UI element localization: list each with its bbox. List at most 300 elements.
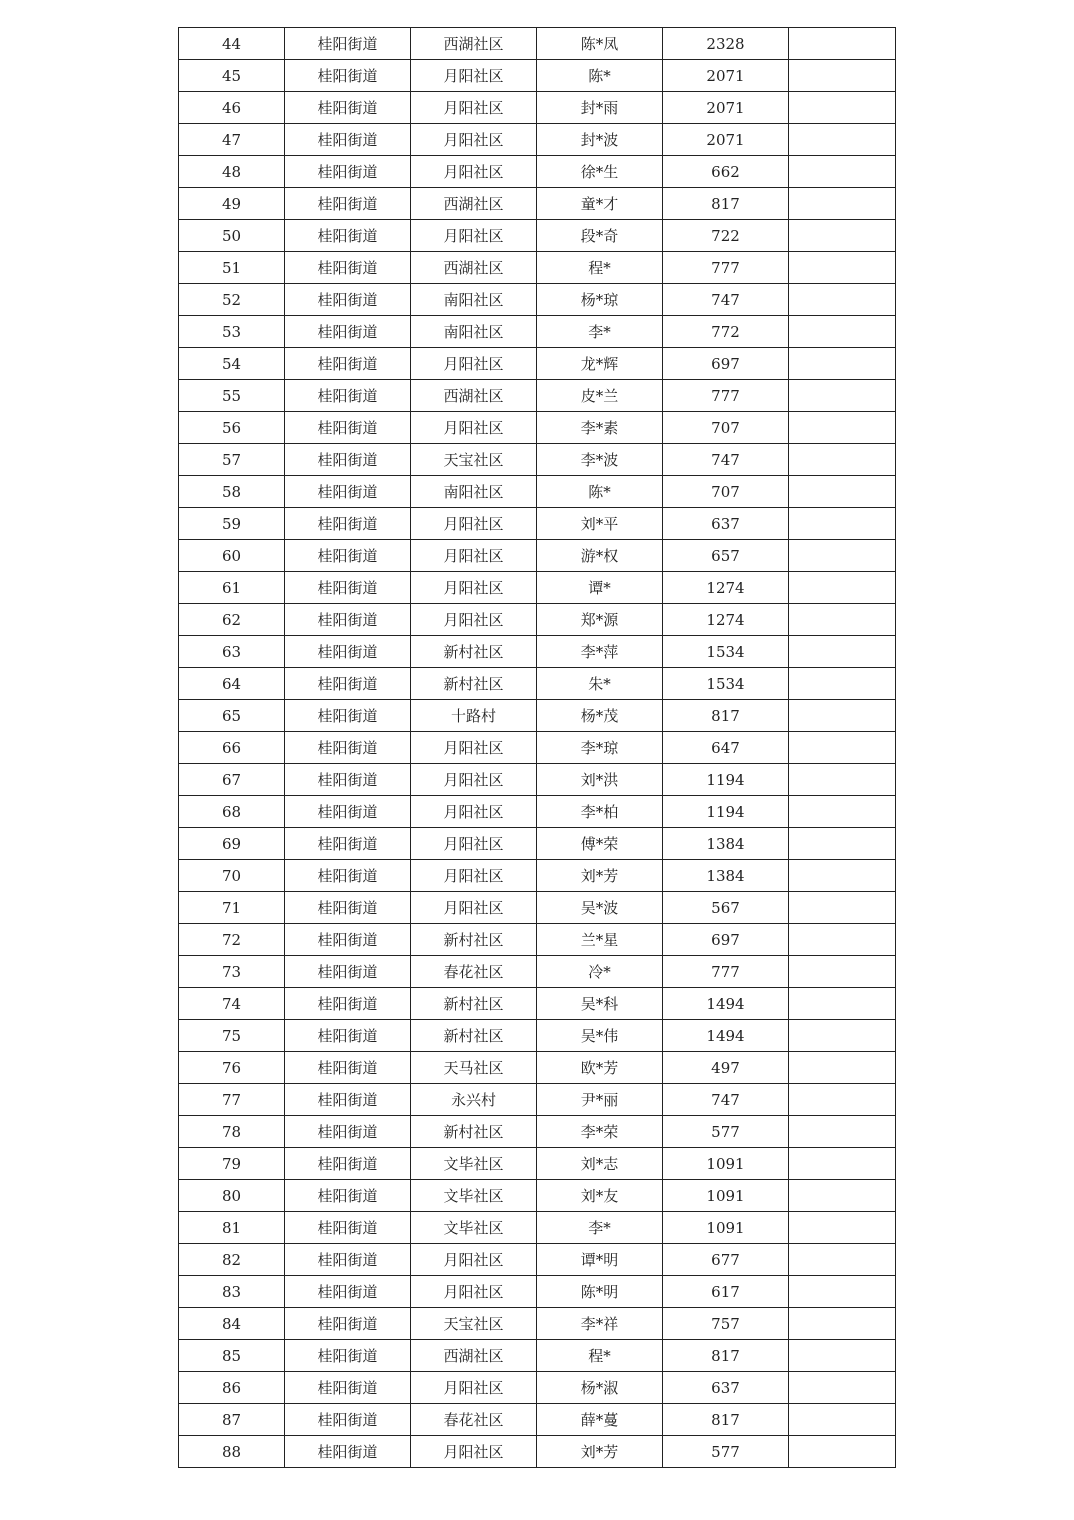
remark-cell (789, 476, 896, 508)
row-number-cell: 74 (179, 988, 285, 1020)
community-cell: 永兴村 (411, 1084, 537, 1116)
remark-cell (789, 892, 896, 924)
street-cell: 桂阳街道 (285, 860, 411, 892)
remark-cell (789, 572, 896, 604)
row-number-cell: 47 (179, 124, 285, 156)
table-row (179, 1148, 896, 1180)
row-number-cell: 57 (179, 444, 285, 476)
name-cell: 吴*科 (537, 988, 663, 1020)
remark-cell (789, 1180, 896, 1212)
amount-cell: 1494 (663, 988, 789, 1020)
amount-cell: 707 (663, 476, 789, 508)
remark-cell (789, 444, 896, 476)
community-cell: 新村社区 (411, 924, 537, 956)
table-row (179, 1084, 896, 1116)
community-cell: 月阳社区 (411, 1372, 537, 1404)
table-row (179, 1436, 896, 1468)
table-row (179, 1308, 896, 1340)
remark-cell (789, 316, 896, 348)
row-number-cell: 56 (179, 412, 285, 444)
amount-cell: 2071 (663, 92, 789, 124)
community-cell: 月阳社区 (411, 156, 537, 188)
community-cell: 月阳社区 (411, 860, 537, 892)
street-cell: 桂阳街道 (285, 828, 411, 860)
amount-cell: 707 (663, 412, 789, 444)
community-cell: 新村社区 (411, 1116, 537, 1148)
row-number-cell: 77 (179, 1084, 285, 1116)
remark-cell (789, 604, 896, 636)
street-cell: 桂阳街道 (285, 92, 411, 124)
table-row (179, 988, 896, 1020)
community-cell: 天宝社区 (411, 444, 537, 476)
remark-cell (789, 1212, 896, 1244)
street-cell: 桂阳街道 (285, 476, 411, 508)
street-cell: 桂阳街道 (285, 252, 411, 284)
amount-cell: 647 (663, 732, 789, 764)
name-cell: 谭* (537, 572, 663, 604)
name-cell: 杨*淑 (537, 1372, 663, 1404)
table-row (179, 860, 896, 892)
community-cell: 月阳社区 (411, 1436, 537, 1468)
street-cell: 桂阳街道 (285, 1372, 411, 1404)
name-cell: 李* (537, 1212, 663, 1244)
row-number-cell: 51 (179, 252, 285, 284)
amount-cell: 757 (663, 1308, 789, 1340)
table-body (179, 28, 896, 1468)
street-cell: 桂阳街道 (285, 1116, 411, 1148)
community-cell: 月阳社区 (411, 1244, 537, 1276)
remark-cell (789, 1148, 896, 1180)
table-row (179, 188, 896, 220)
name-cell: 李*柏 (537, 796, 663, 828)
remark-cell (789, 188, 896, 220)
name-cell: 陈*凤 (537, 28, 663, 60)
street-cell: 桂阳街道 (285, 156, 411, 188)
remark-cell (789, 700, 896, 732)
row-number-cell: 81 (179, 1212, 285, 1244)
name-cell: 皮*兰 (537, 380, 663, 412)
remark-cell (789, 28, 896, 60)
name-cell: 刘*平 (537, 508, 663, 540)
street-cell: 桂阳街道 (285, 316, 411, 348)
table-row (179, 348, 896, 380)
amount-cell: 697 (663, 924, 789, 956)
row-number-cell: 66 (179, 732, 285, 764)
row-number-cell: 67 (179, 764, 285, 796)
row-number-cell: 50 (179, 220, 285, 252)
amount-cell: 662 (663, 156, 789, 188)
community-cell: 西湖社区 (411, 252, 537, 284)
amount-cell: 777 (663, 252, 789, 284)
remark-cell (789, 1052, 896, 1084)
street-cell: 桂阳街道 (285, 124, 411, 156)
table-row (179, 380, 896, 412)
community-cell: 西湖社区 (411, 188, 537, 220)
name-cell: 李*波 (537, 444, 663, 476)
table-row (179, 956, 896, 988)
remark-cell (789, 1244, 896, 1276)
amount-cell: 1091 (663, 1180, 789, 1212)
table-row (179, 1212, 896, 1244)
remark-cell (789, 1308, 896, 1340)
table-row (179, 796, 896, 828)
community-cell: 天宝社区 (411, 1308, 537, 1340)
amount-cell: 497 (663, 1052, 789, 1084)
community-cell: 西湖社区 (411, 1340, 537, 1372)
remark-cell (789, 1020, 896, 1052)
remark-cell (789, 540, 896, 572)
name-cell: 傅*荣 (537, 828, 663, 860)
table-row (179, 444, 896, 476)
table-row (179, 92, 896, 124)
name-cell: 朱* (537, 668, 663, 700)
amount-cell: 747 (663, 1084, 789, 1116)
street-cell: 桂阳街道 (285, 636, 411, 668)
table-row (179, 476, 896, 508)
table-row (179, 924, 896, 956)
amount-cell: 2328 (663, 28, 789, 60)
row-number-cell: 55 (179, 380, 285, 412)
name-cell: 龙*辉 (537, 348, 663, 380)
table-row (179, 1116, 896, 1148)
remark-cell (789, 860, 896, 892)
remark-cell (789, 1436, 896, 1468)
table-row (179, 124, 896, 156)
community-cell: 月阳社区 (411, 540, 537, 572)
remark-cell (789, 412, 896, 444)
name-cell: 陈* (537, 476, 663, 508)
row-number-cell: 79 (179, 1148, 285, 1180)
amount-cell: 1534 (663, 668, 789, 700)
name-cell: 段*奇 (537, 220, 663, 252)
table-row (179, 412, 896, 444)
row-number-cell: 44 (179, 28, 285, 60)
street-cell: 桂阳街道 (285, 380, 411, 412)
name-cell: 杨*琼 (537, 284, 663, 316)
community-cell: 月阳社区 (411, 508, 537, 540)
table-row (179, 1052, 896, 1084)
row-number-cell: 76 (179, 1052, 285, 1084)
community-cell: 月阳社区 (411, 60, 537, 92)
community-cell: 文毕社区 (411, 1212, 537, 1244)
street-cell: 桂阳街道 (285, 956, 411, 988)
row-number-cell: 58 (179, 476, 285, 508)
table-row (179, 284, 896, 316)
street-cell: 桂阳街道 (285, 444, 411, 476)
table-row (179, 636, 896, 668)
name-cell: 谭*明 (537, 1244, 663, 1276)
community-cell: 月阳社区 (411, 1276, 537, 1308)
community-cell: 春花社区 (411, 1404, 537, 1436)
community-cell: 天马社区 (411, 1052, 537, 1084)
table-row (179, 316, 896, 348)
street-cell: 桂阳街道 (285, 1148, 411, 1180)
name-cell: 陈* (537, 60, 663, 92)
name-cell: 欧*芳 (537, 1052, 663, 1084)
name-cell: 程* (537, 1340, 663, 1372)
row-number-cell: 46 (179, 92, 285, 124)
table-row (179, 572, 896, 604)
amount-cell: 817 (663, 1340, 789, 1372)
name-cell: 刘*志 (537, 1148, 663, 1180)
row-number-cell: 61 (179, 572, 285, 604)
amount-cell: 617 (663, 1276, 789, 1308)
name-cell: 徐*生 (537, 156, 663, 188)
remark-cell (789, 636, 896, 668)
amount-cell: 817 (663, 1404, 789, 1436)
name-cell: 李*祥 (537, 1308, 663, 1340)
row-number-cell: 45 (179, 60, 285, 92)
community-cell: 月阳社区 (411, 412, 537, 444)
table-row (179, 508, 896, 540)
amount-cell: 1274 (663, 572, 789, 604)
table-row (179, 732, 896, 764)
remark-cell (789, 988, 896, 1020)
remark-cell (789, 668, 896, 700)
table-row (179, 540, 896, 572)
name-cell: 游*权 (537, 540, 663, 572)
row-number-cell: 59 (179, 508, 285, 540)
row-number-cell: 65 (179, 700, 285, 732)
street-cell: 桂阳街道 (285, 188, 411, 220)
table-row (179, 1276, 896, 1308)
row-number-cell: 84 (179, 1308, 285, 1340)
street-cell: 桂阳街道 (285, 988, 411, 1020)
street-cell: 桂阳街道 (285, 28, 411, 60)
street-cell: 桂阳街道 (285, 1308, 411, 1340)
remark-cell (789, 1372, 896, 1404)
table-row (179, 1372, 896, 1404)
name-cell: 李*萍 (537, 636, 663, 668)
remark-cell (789, 92, 896, 124)
community-cell: 月阳社区 (411, 828, 537, 860)
table-row (179, 28, 896, 60)
community-cell: 月阳社区 (411, 796, 537, 828)
remark-cell (789, 284, 896, 316)
row-number-cell: 64 (179, 668, 285, 700)
row-number-cell: 73 (179, 956, 285, 988)
name-cell: 吴*伟 (537, 1020, 663, 1052)
row-number-cell: 63 (179, 636, 285, 668)
row-number-cell: 54 (179, 348, 285, 380)
row-number-cell: 62 (179, 604, 285, 636)
table-row (179, 156, 896, 188)
name-cell: 尹*丽 (537, 1084, 663, 1116)
street-cell: 桂阳街道 (285, 732, 411, 764)
row-number-cell: 88 (179, 1436, 285, 1468)
community-cell: 月阳社区 (411, 92, 537, 124)
amount-cell: 772 (663, 316, 789, 348)
table-row (179, 604, 896, 636)
name-cell: 杨*茂 (537, 700, 663, 732)
row-number-cell: 52 (179, 284, 285, 316)
row-number-cell: 72 (179, 924, 285, 956)
amount-cell: 567 (663, 892, 789, 924)
remark-cell (789, 956, 896, 988)
row-number-cell: 60 (179, 540, 285, 572)
row-number-cell: 80 (179, 1180, 285, 1212)
name-cell: 封*雨 (537, 92, 663, 124)
amount-cell: 697 (663, 348, 789, 380)
remark-cell (789, 220, 896, 252)
remark-cell (789, 796, 896, 828)
street-cell: 桂阳街道 (285, 412, 411, 444)
street-cell: 桂阳街道 (285, 348, 411, 380)
remark-cell (789, 156, 896, 188)
street-cell: 桂阳街道 (285, 1212, 411, 1244)
remark-cell (789, 380, 896, 412)
street-cell: 桂阳街道 (285, 1084, 411, 1116)
remark-cell (789, 764, 896, 796)
street-cell: 桂阳街道 (285, 284, 411, 316)
table-row (179, 252, 896, 284)
community-cell: 文毕社区 (411, 1148, 537, 1180)
street-cell: 桂阳街道 (285, 604, 411, 636)
remark-cell (789, 924, 896, 956)
community-cell: 月阳社区 (411, 572, 537, 604)
name-cell: 刘*芳 (537, 1436, 663, 1468)
name-cell: 薛*蔓 (537, 1404, 663, 1436)
community-cell: 月阳社区 (411, 348, 537, 380)
row-number-cell: 53 (179, 316, 285, 348)
remark-cell (789, 348, 896, 380)
table-row (179, 220, 896, 252)
table-row (179, 764, 896, 796)
row-number-cell: 68 (179, 796, 285, 828)
name-cell: 刘*洪 (537, 764, 663, 796)
remark-cell (789, 252, 896, 284)
remark-cell (789, 1116, 896, 1148)
street-cell: 桂阳街道 (285, 1020, 411, 1052)
amount-cell: 1194 (663, 796, 789, 828)
remark-cell (789, 828, 896, 860)
table-row (179, 892, 896, 924)
remark-cell (789, 60, 896, 92)
name-cell: 郑*源 (537, 604, 663, 636)
street-cell: 桂阳街道 (285, 540, 411, 572)
table-row (179, 1244, 896, 1276)
street-cell: 桂阳街道 (285, 1436, 411, 1468)
name-cell: 李*素 (537, 412, 663, 444)
amount-cell: 637 (663, 508, 789, 540)
amount-cell: 747 (663, 444, 789, 476)
remark-cell (789, 1276, 896, 1308)
row-number-cell: 86 (179, 1372, 285, 1404)
street-cell: 桂阳街道 (285, 796, 411, 828)
row-number-cell: 82 (179, 1244, 285, 1276)
street-cell: 桂阳街道 (285, 892, 411, 924)
name-cell: 李*琼 (537, 732, 663, 764)
community-cell: 南阳社区 (411, 284, 537, 316)
remark-cell (789, 1404, 896, 1436)
table-row (179, 60, 896, 92)
community-cell: 南阳社区 (411, 316, 537, 348)
community-cell: 南阳社区 (411, 476, 537, 508)
table-row (179, 700, 896, 732)
street-cell: 桂阳街道 (285, 60, 411, 92)
street-cell: 桂阳街道 (285, 1052, 411, 1084)
amount-cell: 2071 (663, 60, 789, 92)
amount-cell: 777 (663, 956, 789, 988)
street-cell: 桂阳街道 (285, 572, 411, 604)
street-cell: 桂阳街道 (285, 1404, 411, 1436)
amount-cell: 1534 (663, 636, 789, 668)
name-cell: 封*波 (537, 124, 663, 156)
remark-cell (789, 732, 896, 764)
amount-cell: 1194 (663, 764, 789, 796)
data-table (178, 27, 896, 1468)
street-cell: 桂阳街道 (285, 1340, 411, 1372)
community-cell: 新村社区 (411, 668, 537, 700)
amount-cell: 637 (663, 1372, 789, 1404)
remark-cell (789, 508, 896, 540)
table-row (179, 668, 896, 700)
name-cell: 李*荣 (537, 1116, 663, 1148)
row-number-cell: 69 (179, 828, 285, 860)
amount-cell: 1384 (663, 828, 789, 860)
name-cell: 刘*芳 (537, 860, 663, 892)
remark-cell (789, 124, 896, 156)
name-cell: 李* (537, 316, 663, 348)
community-cell: 新村社区 (411, 636, 537, 668)
row-number-cell: 85 (179, 1340, 285, 1372)
community-cell: 月阳社区 (411, 732, 537, 764)
remark-cell (789, 1340, 896, 1372)
community-cell: 月阳社区 (411, 892, 537, 924)
community-cell: 新村社区 (411, 1020, 537, 1052)
street-cell: 桂阳街道 (285, 764, 411, 796)
amount-cell: 1494 (663, 1020, 789, 1052)
amount-cell: 817 (663, 700, 789, 732)
row-number-cell: 75 (179, 1020, 285, 1052)
community-cell: 月阳社区 (411, 604, 537, 636)
row-number-cell: 87 (179, 1404, 285, 1436)
table-row (179, 1180, 896, 1212)
table-row (179, 1340, 896, 1372)
amount-cell: 1091 (663, 1148, 789, 1180)
amount-cell: 2071 (663, 124, 789, 156)
community-cell: 月阳社区 (411, 220, 537, 252)
community-cell: 春花社区 (411, 956, 537, 988)
name-cell: 陈*明 (537, 1276, 663, 1308)
street-cell: 桂阳街道 (285, 1180, 411, 1212)
community-cell: 月阳社区 (411, 764, 537, 796)
community-cell: 月阳社区 (411, 124, 537, 156)
street-cell: 桂阳街道 (285, 508, 411, 540)
community-cell: 十路村 (411, 700, 537, 732)
table-row (179, 1404, 896, 1436)
community-cell: 西湖社区 (411, 28, 537, 60)
amount-cell: 722 (663, 220, 789, 252)
amount-cell: 747 (663, 284, 789, 316)
row-number-cell: 48 (179, 156, 285, 188)
community-cell: 西湖社区 (411, 380, 537, 412)
table-row (179, 828, 896, 860)
street-cell: 桂阳街道 (285, 700, 411, 732)
amount-cell: 577 (663, 1436, 789, 1468)
street-cell: 桂阳街道 (285, 1244, 411, 1276)
name-cell: 吴*波 (537, 892, 663, 924)
amount-cell: 1274 (663, 604, 789, 636)
street-cell: 桂阳街道 (285, 924, 411, 956)
table-row (179, 1020, 896, 1052)
row-number-cell: 49 (179, 188, 285, 220)
amount-cell: 577 (663, 1116, 789, 1148)
name-cell: 童*才 (537, 188, 663, 220)
row-number-cell: 83 (179, 1276, 285, 1308)
street-cell: 桂阳街道 (285, 220, 411, 252)
street-cell: 桂阳街道 (285, 668, 411, 700)
